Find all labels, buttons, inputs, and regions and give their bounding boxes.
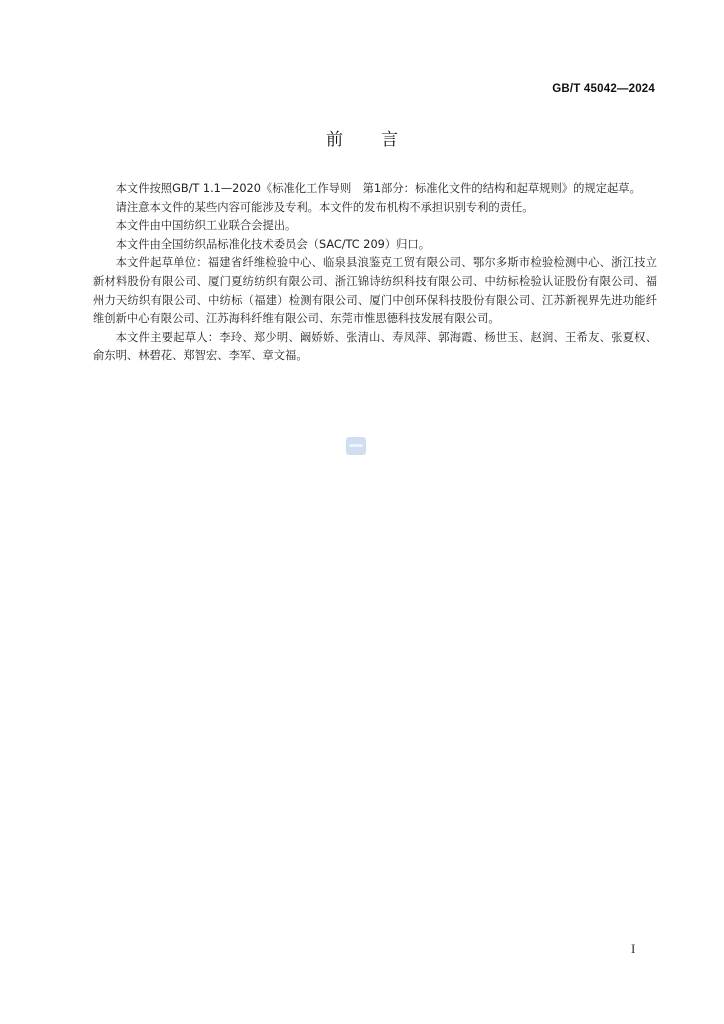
sac-watermark-logo [346, 437, 366, 455]
paragraph-drafters: 本文件主要起草人：李玲、郑少明、阚娇娇、张清山、寿凤萍、郭海霞、杨世玉、赵润、王希友、张夏权、俞东明、林碧花、郑智宏、李军、章文福。 [93, 330, 657, 363]
paragraph-patent-notice: 请注意本文件的某些内容可能涉及专利。本文件的发布机构不承担识别专利的责任。 [115, 200, 534, 214]
paragraph-drafting-units: 本文件起草单位：福建省纤维检验中心、临泉县浪鉴克工贸有限公司、鄂尔多斯市检验检测中心、浙江技立新材料股份有限公司、厦门夏纺纺织有限公司、浙江锦诗纺织科技有限公司、中纺标检验认证股份有限公司、福州力天纺织有限公司、中纺标（福建）检测有限公司、厦门中创环保科技股份有限公司、江苏新视界先进功能纤维创新中心有限公司、江苏海科纤维有限公司、东莞市惟思德科技发展有限公司。 [93, 256, 657, 326]
paragraph-drafting-rules: 本文件按照GB/T 1.1—2020《标准化工作导则 第1部分：标准化文件的结构和起草规则》的规定起草。 [115, 182, 641, 195]
page-title: 前言 [326, 130, 436, 150]
page-number: I [631, 941, 636, 956]
standard-number: GB/T 45042—2024 [552, 83, 655, 95]
paragraph-proposer: 本文件由中国纺织工业联合会提出。 [115, 219, 297, 233]
paragraph-committee: 本文件由全国纺织品标准化技术委员会（SAC/TC 209）归口。 [115, 237, 431, 251]
foreword-body [93, 180, 657, 366]
